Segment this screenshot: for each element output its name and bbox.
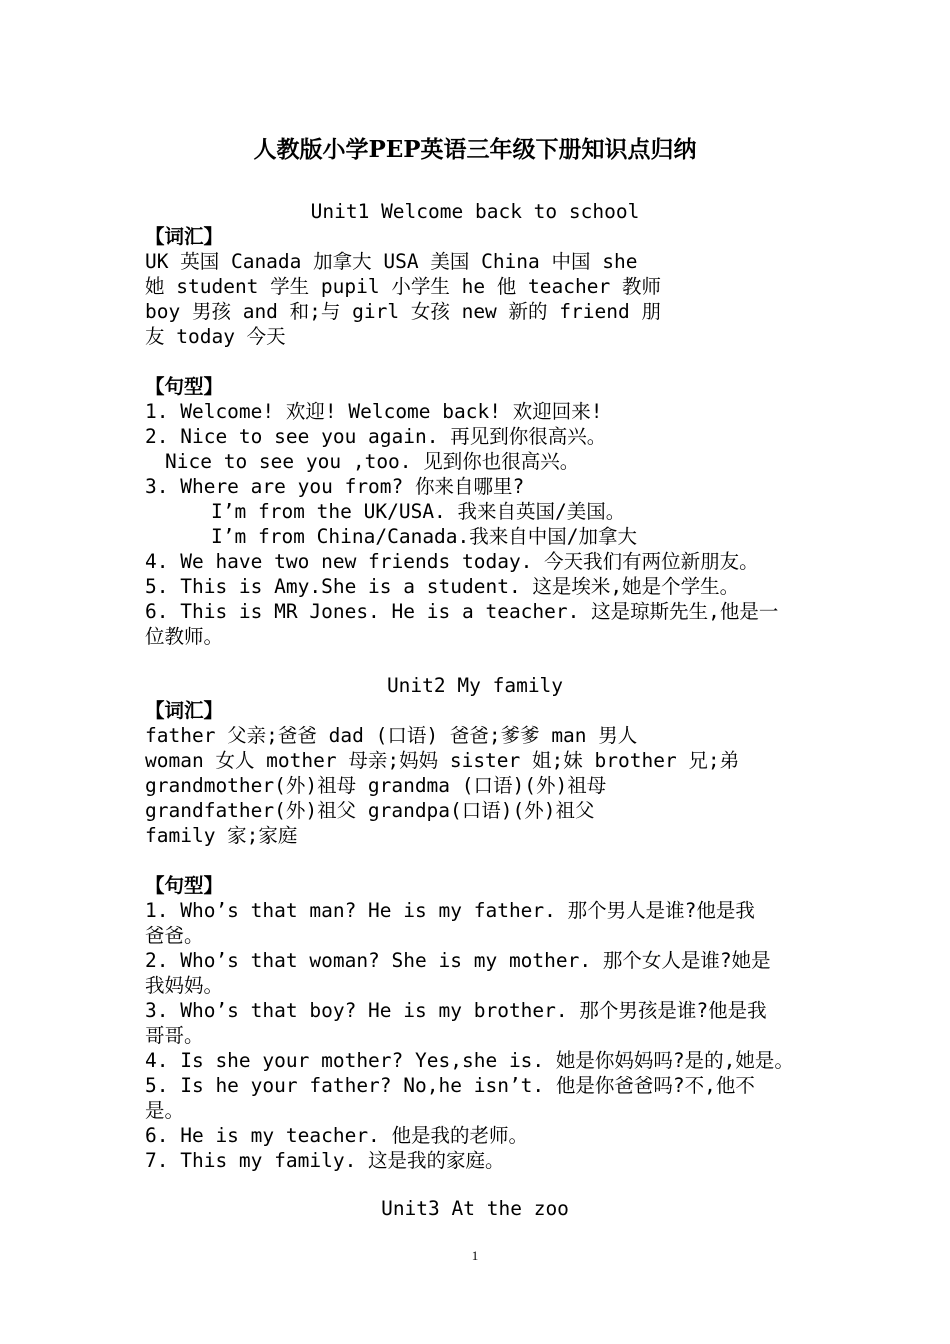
unit1-sentence: Nice to see you ,too. 见到你也很高兴。 bbox=[165, 450, 580, 473]
unit2-sentence: 3. Who’s that boy? He is my brother. 那个男孩是谁?他是我 bbox=[145, 999, 767, 1022]
unit2-vocab-line: woman 女人 mother 母亲;妈妈 sister 姐;妹 brother 兄;弟 bbox=[145, 749, 740, 772]
unit1-vocab-label: 【词汇】 bbox=[145, 225, 224, 248]
unit2-sentence: 6. He is my teacher. 他是我的老师。 bbox=[145, 1124, 529, 1147]
unit2-vocab-label: 【词汇】 bbox=[145, 699, 224, 722]
unit2-section bbox=[145, 698, 845, 1173]
unit1-sentence-label: 【句型】 bbox=[145, 375, 224, 398]
unit1-sentence: 3. Where are you from? 你来自哪里? bbox=[145, 475, 525, 498]
unit2-sentence: 1. Who’s that man? He is my father. 那个男人是谁?他是我 bbox=[145, 899, 755, 922]
unit2-sentence-label: 【句型】 bbox=[145, 874, 224, 897]
unit1-vocab-line: 她 student 学生 pupil 小学生 he 他 teacher 教师 bbox=[145, 275, 661, 298]
unit2-heading: Unit2 My family bbox=[386, 674, 564, 697]
unit1-sentence: 位教师。 bbox=[145, 625, 224, 648]
blank-line bbox=[145, 349, 845, 374]
unit2-vocab-line: grandfather(外)祖父 grandpa(口语)(外)祖父 bbox=[145, 799, 595, 822]
unit1-sentence: 5. This is Amy.She is a student. 这是埃米,她是个学生。 bbox=[145, 575, 740, 598]
unit2-sentence: 是。 bbox=[145, 1099, 185, 1122]
unit1-sentence: I’m from China/Canada.我来自中国/加拿大 bbox=[211, 525, 638, 548]
unit2-sentence: 5. Is he your father? No,he isn’t. 他是你爸爸吗?不,他不 bbox=[145, 1074, 755, 1097]
unit3-heading: Unit3 At the zoo bbox=[381, 1197, 569, 1220]
unit1-sentence: 1. Welcome! 欢迎! Welcome back! 欢迎回来! bbox=[145, 400, 603, 423]
unit1-vocab-line: UK 英国 Canada 加拿大 USA 美国 China 中国 she bbox=[145, 250, 638, 273]
document-title: 人教版小学PEP英语三年级下册知识点归纳 bbox=[253, 136, 697, 163]
unit2-vocab-line: grandmother(外)祖母 grandma (口语)(外)祖母 bbox=[145, 774, 607, 797]
unit1-sentence: 4. We have two new friends today. 今天我们有两位新朋友。 bbox=[145, 550, 759, 573]
unit2-vocab-line: father 父亲;爸爸 dad (口语) 爸爸;爹爹 man 男人 bbox=[145, 724, 638, 747]
unit2-vocab-line: family 家;家庭 bbox=[145, 824, 298, 847]
unit1-sentence: 2. Nice to see you again. 再见到你很高兴。 bbox=[145, 425, 607, 448]
unit1-heading: Unit1 Welcome back to school bbox=[310, 200, 640, 223]
unit1-vocab-line: boy 男孩 and 和;与 girl 女孩 new 新的 friend 朋 bbox=[145, 300, 661, 323]
unit2-sentence: 4. Is she your mother? Yes,she is. 她是你妈妈吗?是的,她是。 bbox=[145, 1049, 794, 1072]
unit1-vocab-line: 友 today 今天 bbox=[145, 325, 286, 348]
unit1-sentence: I’m from the UK/USA. 我来自英国/美国。 bbox=[211, 500, 626, 523]
unit2-sentence: 2. Who’s that woman? She is my mother. 那个女人是谁?她是 bbox=[145, 949, 771, 972]
unit2-sentence: 哥哥。 bbox=[145, 1024, 204, 1047]
page-number: 1 bbox=[471, 1248, 479, 1263]
unit1-sentence: 6. This is MR Jones. He is a teacher. 这是琼斯先生,他是一 bbox=[145, 600, 779, 623]
unit1-section bbox=[145, 224, 845, 649]
unit2-sentence: 我妈妈。 bbox=[145, 974, 224, 997]
blank-line bbox=[145, 848, 845, 873]
unit2-sentence: 7. This my family. 这是我的家庭。 bbox=[145, 1149, 505, 1172]
unit2-sentence: 爸爸。 bbox=[145, 924, 204, 947]
